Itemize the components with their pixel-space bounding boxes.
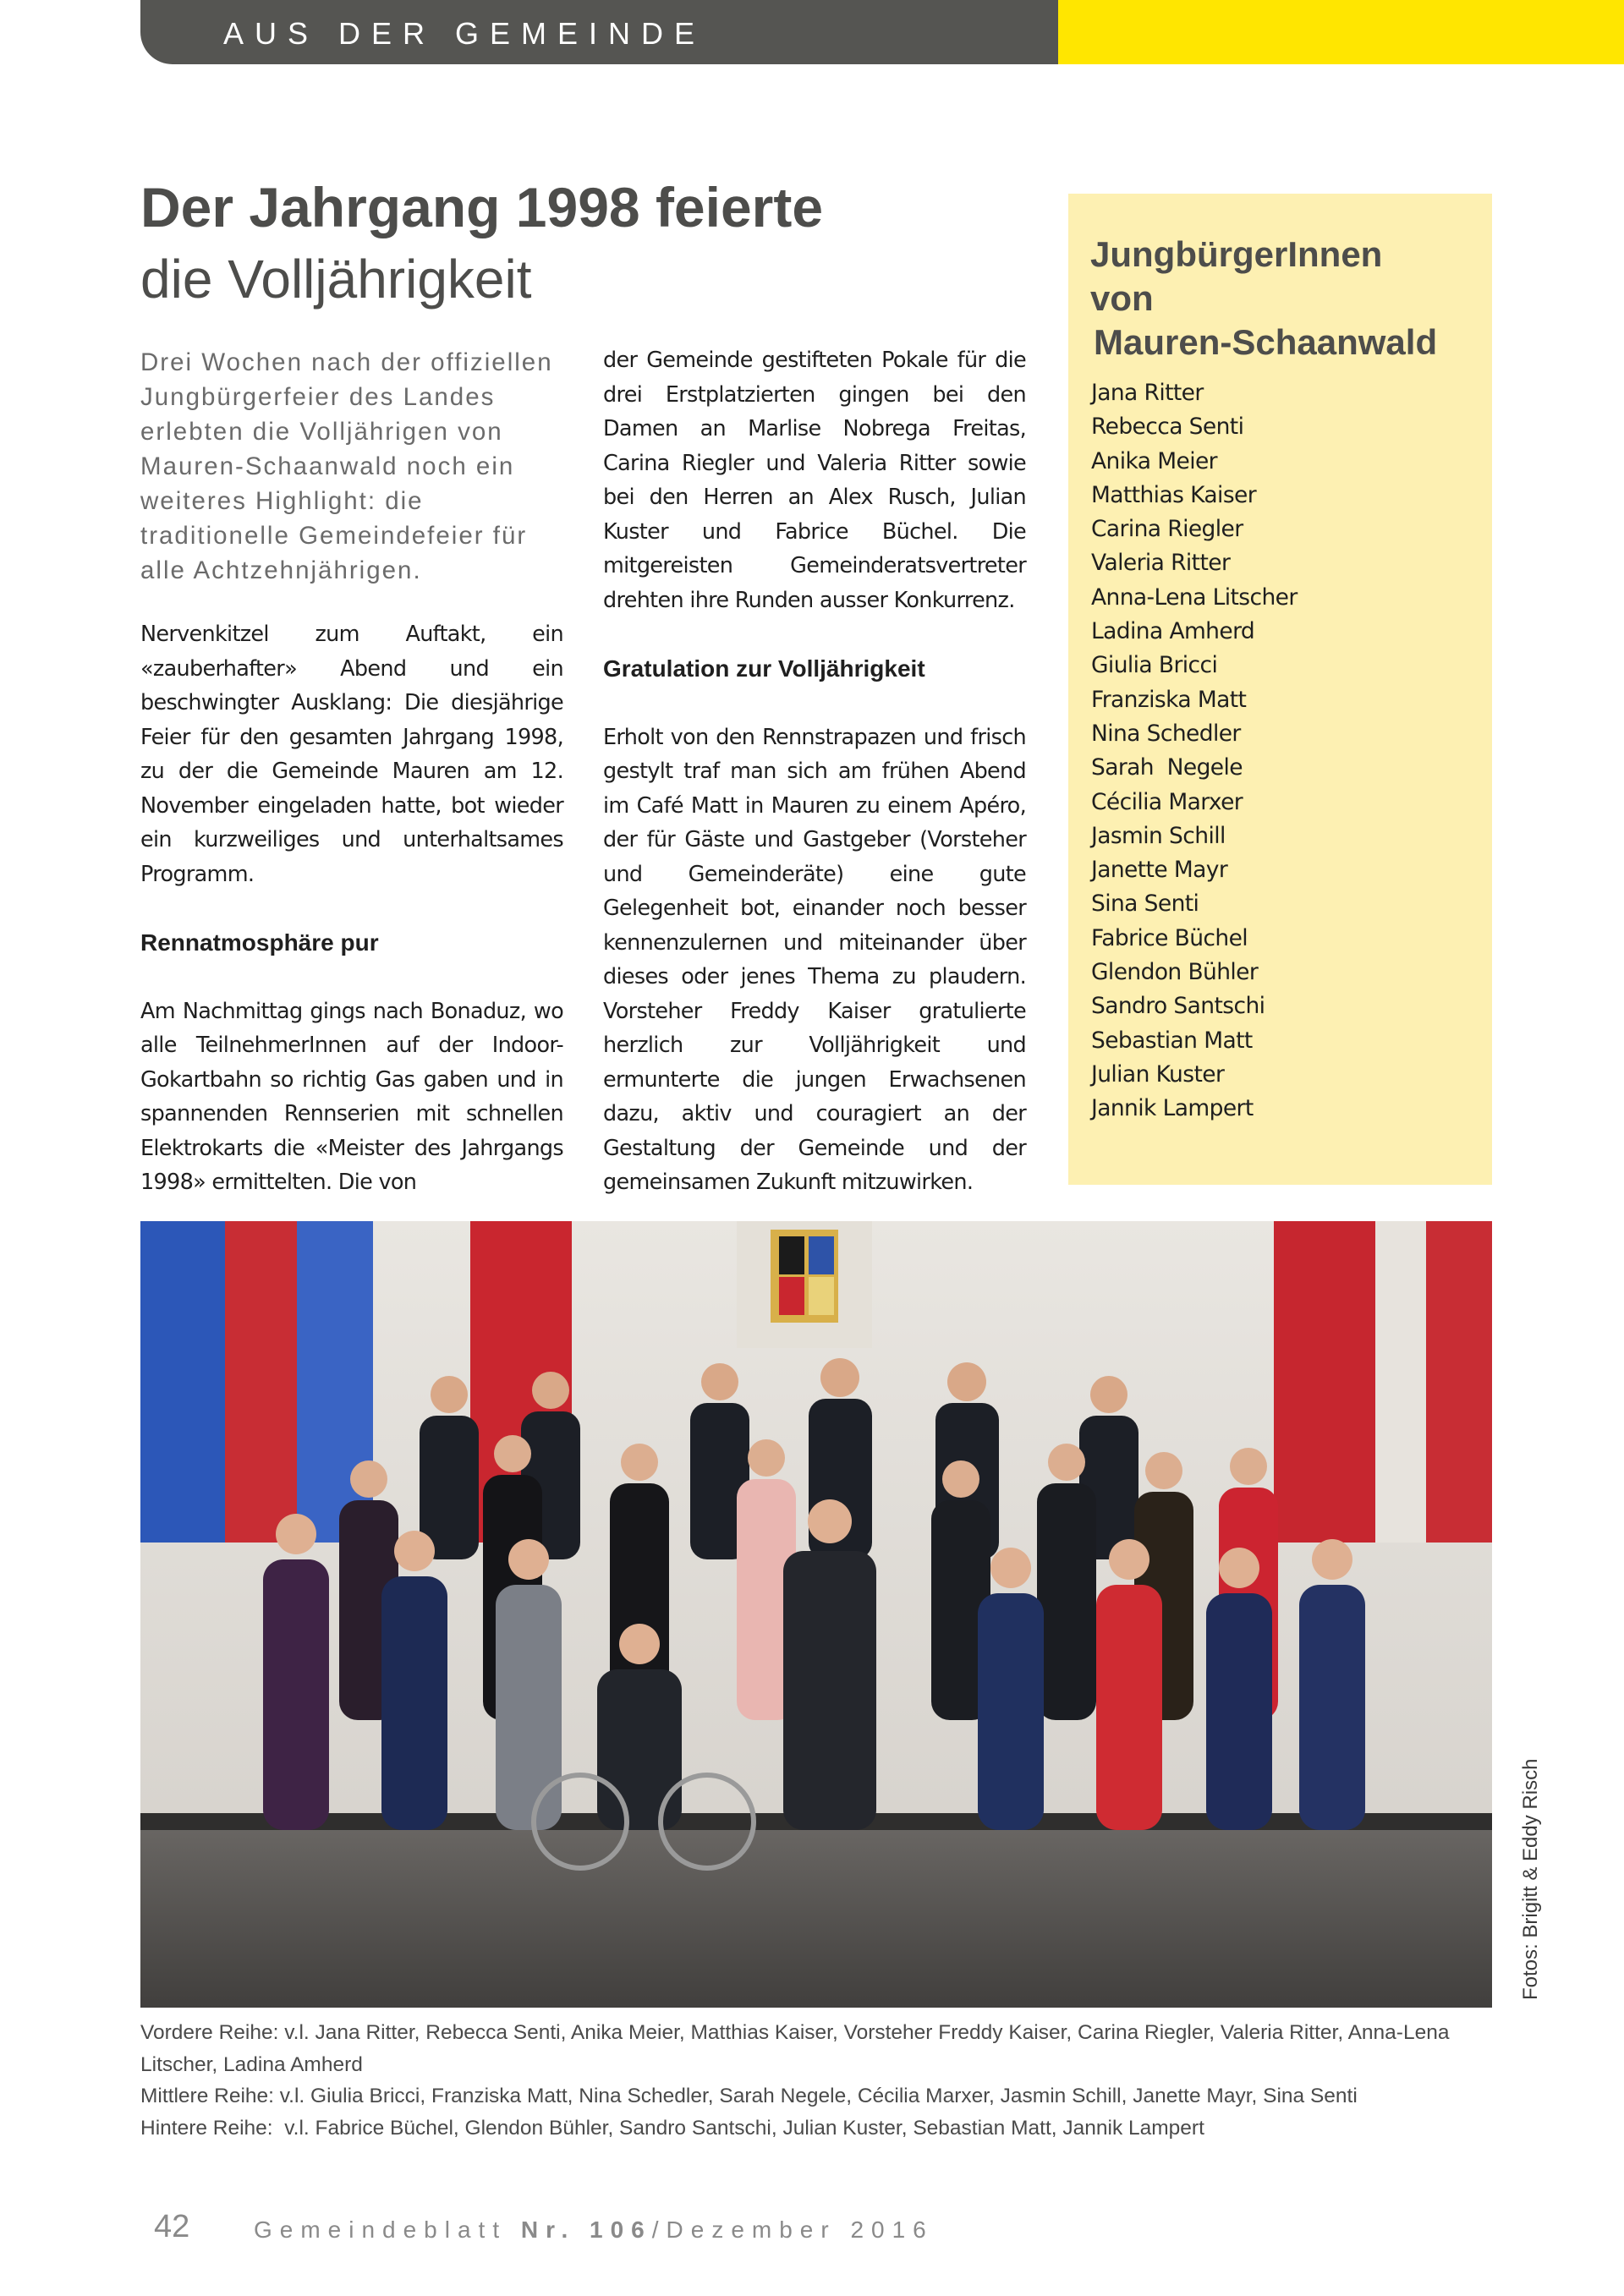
list-item: Sebastian Matt — [1091, 1027, 1253, 1054]
caption-front-row: Vordere Reihe: v.l. Jana Ritter, Rebecca Senti, Anika Meier, Matthias Kaiser, Vorsteher Freddy Kaiser, Carina Riegler, Valeria Ritter, Anna-Lena Litscher, Ladina Amherd — [140, 2021, 1450, 2076]
list-item: Anika Meier — [1091, 447, 1217, 474]
caption-back-row: Hintere Reihe: v.l. Fabrice Büchel, Glendon Bühler, Sandro Santschi, Julian Kuster, Sebastian Matt, Jannik Lampert — [140, 2116, 1204, 2140]
list-item: Rebecca Senti — [1091, 414, 1244, 441]
list-item: Jannik Lampert — [1091, 1095, 1254, 1122]
page-number: 42 — [154, 2209, 190, 2244]
article-paragraph: Am Nachmittag gings nach Bonaduz, wo alle TeilnehmerInnen auf der Indoor-Gokartbahn so richtig Gas gaben und in spannenden Rennserien mit schnellen Elektrokarts die «Meister des Jahrgangs 1998» ermittelten. Die von — [140, 998, 563, 1195]
list-item: Giulia Bricci — [1091, 652, 1218, 679]
list-item: Janette Mayr — [1091, 857, 1228, 884]
article-paragraph: Nervenkitzel zum Auftakt, ein «zauberhafter» Abend und ein beschwingter Ausklang: Die diesjährige Feier für den gesamten Jahrgang 1998, zu der die Gemeinde Mauren am 12. November eingeladen hatte, bot wieder ein kurzweiliges und unterhaltsames Programm. — [140, 622, 563, 887]
article-column-1 — [140, 617, 563, 1200]
article-column-2 — [603, 343, 1026, 1200]
list-item: Nina Schedler — [1091, 720, 1241, 747]
list-item: Valeria Ritter — [1091, 550, 1231, 577]
list-item: Sarah Negele — [1091, 754, 1243, 781]
sidebar-title-line: von — [1090, 278, 1154, 318]
list-item: Carina Riegler — [1091, 516, 1243, 543]
list-item: Fabrice Büchel — [1091, 924, 1248, 951]
photo-credit: Fotos: Brigitt & Eddy Risch — [1519, 1758, 1542, 2000]
names-sidebar — [1068, 194, 1492, 1185]
list-item: Cécilia Marxer — [1091, 788, 1243, 815]
article-paragraph: Erholt von den Rennstrapazen und frisch gestylt traf man sich am frühen Abend im Café Matt in Mauren zu einem Apéro, der für Gäste und Gastgeber (Vorsteher und Gemeinderäte) eine gute Gelegenheit bot, einander noch besser kennenzulernen und miteinander über dieses oder jenes Thema zu plaudern. Vorsteher Freddy Kaiser gratulierte herzlich zur Volljährigkeit und ermunterte die jungen Erwachsenen dazu, aktiv und couragiert an der Gestaltung der Gemeinde und der gemeinsamen Zukunft mitzuwirken. — [603, 724, 1026, 1195]
sidebar-title — [1090, 233, 1437, 364]
list-item: Ladina Amherd — [1091, 618, 1255, 645]
list-item: Franziska Matt — [1091, 686, 1247, 713]
article-title: Der Jahrgang 1998 feierte — [140, 176, 824, 238]
issue-number: Nr. 106 — [520, 2217, 652, 2243]
article-lead: Drei Wochen nach der offiziellen Jungbürgerfeier des Landes erlebten die Volljährigen von Mauren-Schaanwald noch ein weiteres Highlight: die traditionelle Gemeindefeier für alle Achtzehnjährigen. — [140, 348, 553, 584]
issue-date: /Dezember 2016 — [651, 2217, 934, 2243]
article-subtitle: die Volljährigkeit — [140, 249, 532, 310]
article-paragraph: der Gemeinde gestifteten Pokale für die drei Erstplatzierten gingen bei den Damen an Marlise Nobrega Freitas, Carina Riegler und Valeria Ritter sowie bei den Herren an Alex Rusch, Julian Kuster und Fabrice Büchel. Die mitgereisten Gemeinderatsvertreter drehten ihre Runden ausser Konkurrenz. — [603, 348, 1026, 613]
list-item: Matthias Kaiser — [1091, 481, 1257, 508]
publication-name: Gemeindeblatt — [254, 2217, 508, 2243]
sidebar-title-line: Mauren-Schaanwald — [1094, 322, 1438, 362]
article-subheading: Gratulation zur Volljährigkeit — [603, 655, 925, 682]
group-photo — [140, 1221, 1492, 2008]
list-item: Julian Kuster — [1091, 1060, 1225, 1088]
names-list — [1091, 376, 1298, 1126]
list-item: Sina Senti — [1091, 890, 1199, 918]
list-item: Jasmin Schill — [1091, 822, 1226, 849]
section-label: AUS DER GEMEINDE — [223, 16, 706, 51]
caption-middle-row: Mittlere Reihe: v.l. Giulia Bricci, Franziska Matt, Nina Schedler, Sarah Negele, Cécilia Marxer, Jasmin Schill, Janette Mayr, Sina Senti — [140, 2085, 1358, 2107]
list-item: Jana Ritter — [1091, 380, 1204, 406]
photo-caption — [140, 2017, 1492, 2144]
list-item: Glendon Bühler — [1091, 959, 1259, 986]
header-accent-bar — [1058, 0, 1624, 64]
sidebar-title-line: JungbürgerInnen — [1090, 234, 1383, 274]
list-item: Sandro Santschi — [1091, 993, 1265, 1020]
list-item: Anna-Lena Litscher — [1091, 584, 1298, 611]
publication-footer — [254, 2218, 934, 2242]
article-subheading: Rennatmosphäre pur — [140, 929, 379, 956]
